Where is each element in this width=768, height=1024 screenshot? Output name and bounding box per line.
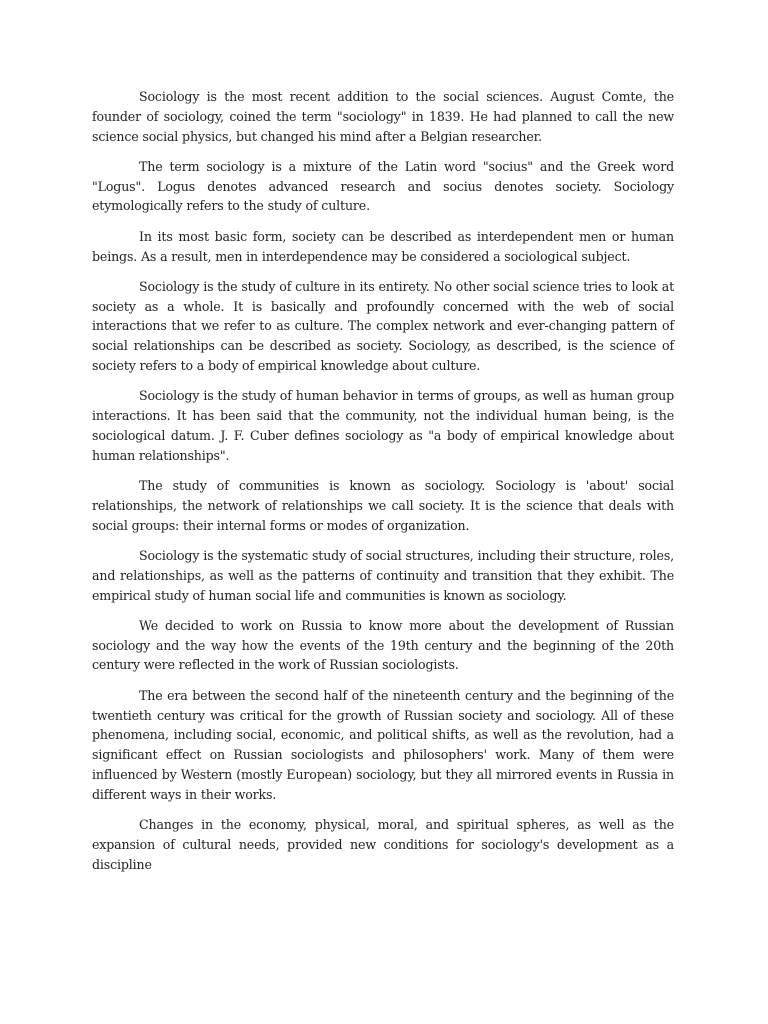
paragraph-3: In its most basic form, society can be described as interdependent men or human beings. As a result, men in interdependence may be considered a sociological subject. <box>92 228 674 264</box>
paragraph-6: The study of communities is known as sociology. Sociology is 'about' social relationships, the network of relationships we call society. It is the science that deals with social groups: their internal forms or modes of organization. <box>92 478 674 533</box>
paragraph-7: Sociology is the systematic study of social structures, including their structure, roles, and relationships, as well as the patterns of continuity and transition that they exhibit. The empirical study of human social life and communities is known as sociology. <box>92 547 674 603</box>
paragraph-9: The era between the second half of the nineteenth century and the beginning of the twentieth century was critical for the growth of Russian society and sociology. All of these phenomena, including social, economic, and political shifts, as well as the revolution, had a significant effect on Russian sociologists and philosophers' work. Many of them were influenced by Western (mostly European) sociology, but they all mirrored events in Russia in different ways in their works. <box>92 687 674 802</box>
document-body <box>92 87 674 885</box>
paragraph-8: We decided to work on Russia to know more about the development of Russian sociology and the way how the events of the 19th century and the beginning of the 20th century were reflected in the work of Russian sociologists. <box>92 617 674 673</box>
paragraph-1: Sociology is the most recent addition to the social sciences. August Comte, the founder of sociology, coined the term "sociology" in 1839. He had planned to call the new science social physics, but changed his mind after a Belgian researcher. <box>92 89 674 144</box>
paragraph-2: The term sociology is a mixture of the Latin word "socius" and the Greek word "Logus". Logus denotes advanced research and socius denotes society. Sociology etymologically refers to the study of culture. <box>92 158 674 214</box>
paragraph-5: Sociology is the study of human behavior in terms of groups, as well as human group interactions. It has been said that the community, not the individual human being, is the sociological datum. J. F. Cuber defines sociology as "a body of empirical knowledge about human relationships". <box>92 388 674 463</box>
paragraph-10: Changes in the economy, physical, moral, and spiritual spheres, as well as the expansion of cultural needs, provided new conditions for sociology's development as a discipline <box>92 817 674 872</box>
paragraph-4: Sociology is the study of culture in its entirety. No other social science tries to look at society as a whole. It is basically and profoundly concerned with the web of social interactions that we refer to as culture. The complex network and ever-changing pattern of social relationships can be described as society. Sociology, as described, is the science of society refers to a body of empirical knowledge about culture. <box>92 278 674 374</box>
